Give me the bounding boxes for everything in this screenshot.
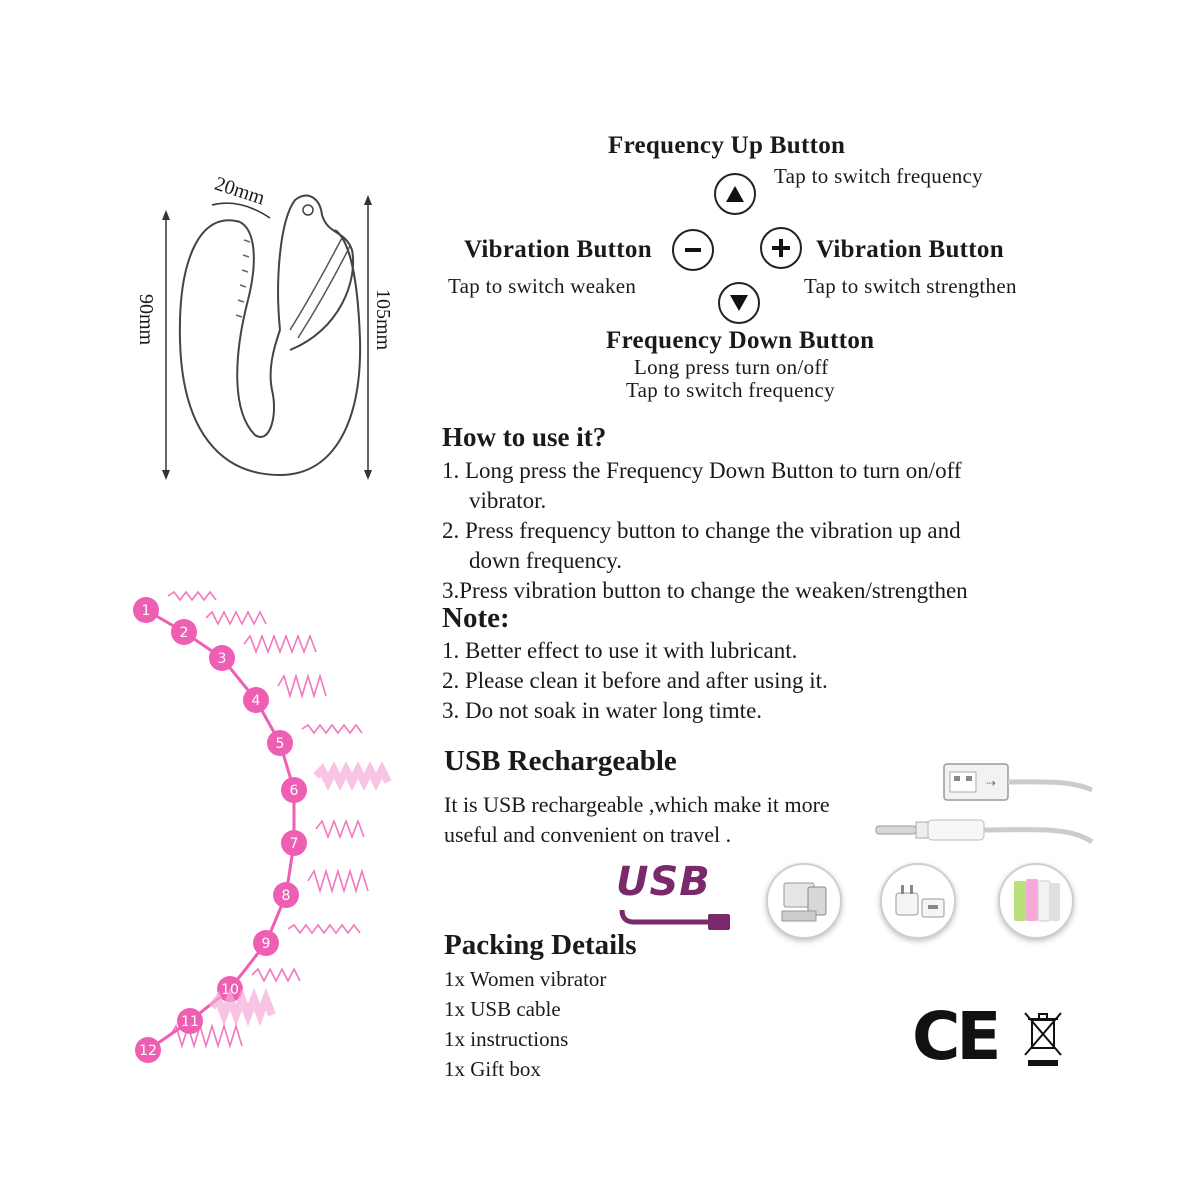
frequency-modes-diagram xyxy=(120,580,420,1080)
device-diagram xyxy=(130,170,420,490)
vibration-wave-pattern xyxy=(168,592,216,600)
packing-title: Packing Details xyxy=(444,929,637,961)
vibration-wave-pattern xyxy=(278,676,326,696)
frequency-mode-node xyxy=(267,725,362,756)
frequency-mode-node xyxy=(209,636,316,671)
vibration-wave-pattern xyxy=(308,871,368,891)
frequency-node-label: 6 xyxy=(289,783,299,799)
ce-mark: CE xyxy=(912,998,998,1075)
frequency-node-label: 3 xyxy=(217,651,227,667)
frequency-down-desc-switch: Tap to switch frequency xyxy=(626,378,835,402)
computer-charging-icon xyxy=(766,863,842,939)
note-item: 3. Do not soak in water long timte. xyxy=(442,698,763,723)
frequency-node-label: 2 xyxy=(179,625,189,641)
vibration-weaken-title: Vibration Button xyxy=(464,236,652,263)
usb-logo-text: USB xyxy=(616,859,711,905)
vibration-strengthen-title: Vibration Button xyxy=(816,236,1004,263)
frequency-up-title: Frequency Up Button xyxy=(608,132,846,159)
frequency-node-label: 12 xyxy=(139,1043,157,1059)
how-to-use-step: vibrator. xyxy=(469,488,547,513)
vibration-wave-pattern xyxy=(252,969,300,981)
vibration-wave-pattern xyxy=(316,770,388,782)
plus-icon xyxy=(770,237,792,259)
note-items xyxy=(442,636,828,726)
how-to-use-step: 3.Press vibration button to change the weaken/strengthen xyxy=(442,578,968,603)
usb-desc-line: useful and convenient on travel . xyxy=(444,822,732,847)
frequency-node-label: 9 xyxy=(261,936,271,952)
frequency-up-button[interactable] xyxy=(714,173,756,215)
usb-description xyxy=(444,790,830,850)
power-bank-icon xyxy=(998,863,1074,939)
usb-cable-logo-icon xyxy=(616,904,746,930)
minus-icon xyxy=(683,240,703,260)
usb-title: USB Rechargeable xyxy=(444,745,677,777)
frequency-node-label: 1 xyxy=(141,603,151,619)
vibration-wave-pattern xyxy=(316,821,364,837)
frequency-mode-node xyxy=(253,925,360,956)
frequency-node-label: 10 xyxy=(221,982,239,998)
svg-text:⇢: ⇢ xyxy=(986,776,997,790)
note-item: 2. Please clean it before and after using it. xyxy=(442,668,828,693)
usb-cable-illustration xyxy=(870,760,1100,850)
packing-item: 1x instructions xyxy=(444,1027,569,1051)
how-to-use-step: 2. Press frequency button to change the vibration up and xyxy=(442,518,961,543)
vibration-wave-pattern xyxy=(244,636,316,652)
frequency-mode-node xyxy=(133,592,216,623)
frequency-mode-node xyxy=(243,676,326,713)
note-item: 1. Better effect to use it with lubricant. xyxy=(442,638,798,663)
how-to-use-step: 1. Long press the Frequency Down Button to turn on/off xyxy=(442,458,962,483)
power-adapter-icon xyxy=(882,865,954,937)
crossed-bin-icon xyxy=(1022,1010,1064,1068)
usb-logo xyxy=(616,860,756,930)
usb-cable-icon xyxy=(870,760,1100,850)
vibration-wave-pattern xyxy=(212,999,272,1015)
triangle-down-icon xyxy=(729,294,749,312)
frequency-down-desc-onoff: Long press turn on/off xyxy=(634,355,829,379)
packing-list xyxy=(444,964,606,1084)
how-to-use-steps xyxy=(442,456,968,606)
vibration-strengthen-desc: Tap to switch strengthen xyxy=(804,274,1017,298)
vibration-plus-button[interactable] xyxy=(760,227,802,269)
frequency-up-desc: Tap to switch frequency xyxy=(774,164,983,188)
packing-item: 1x USB cable xyxy=(444,997,561,1021)
note-title: Note: xyxy=(442,602,510,634)
weee-bin-icon xyxy=(1022,1010,1064,1072)
frequency-node-label: 5 xyxy=(275,736,285,752)
frequency-node-label: 7 xyxy=(289,836,299,852)
computer-icon xyxy=(768,865,840,937)
frequency-mode-node xyxy=(281,770,388,803)
packing-item: 1x Women vibrator xyxy=(444,967,607,991)
wall-charger-icon xyxy=(880,863,956,939)
frequency-down-button[interactable] xyxy=(718,282,760,324)
frequency-down-title: Frequency Down Button xyxy=(606,327,875,354)
vibration-minus-button[interactable] xyxy=(672,229,714,271)
vibration-wave-pattern xyxy=(206,612,266,624)
usb-desc-line: It is USB rechargeable ,which make it more xyxy=(444,792,830,817)
vibration-wave-pattern xyxy=(288,925,360,933)
frequency-modes-chart xyxy=(120,580,420,1080)
vibration-wave-pattern xyxy=(302,725,362,733)
width-dimension-label: 20mm xyxy=(212,172,268,210)
frequency-node-label: 11 xyxy=(181,1014,199,1030)
packing-item: 1x Gift box xyxy=(444,1057,541,1081)
frequency-node-label: 8 xyxy=(281,888,291,904)
right-height-dimension-label: 105mm xyxy=(372,288,395,351)
how-to-use-title: How to use it? xyxy=(442,422,607,452)
frequency-node-label: 4 xyxy=(251,693,261,709)
battery-pack-icon xyxy=(1000,865,1072,937)
left-height-dimension-label: 90mm xyxy=(135,293,158,346)
frequency-mode-node xyxy=(273,871,368,908)
vibration-weaken-desc: Tap to switch weaken xyxy=(448,274,637,298)
triangle-up-icon xyxy=(725,185,745,203)
how-to-use-step: down frequency. xyxy=(469,548,623,573)
